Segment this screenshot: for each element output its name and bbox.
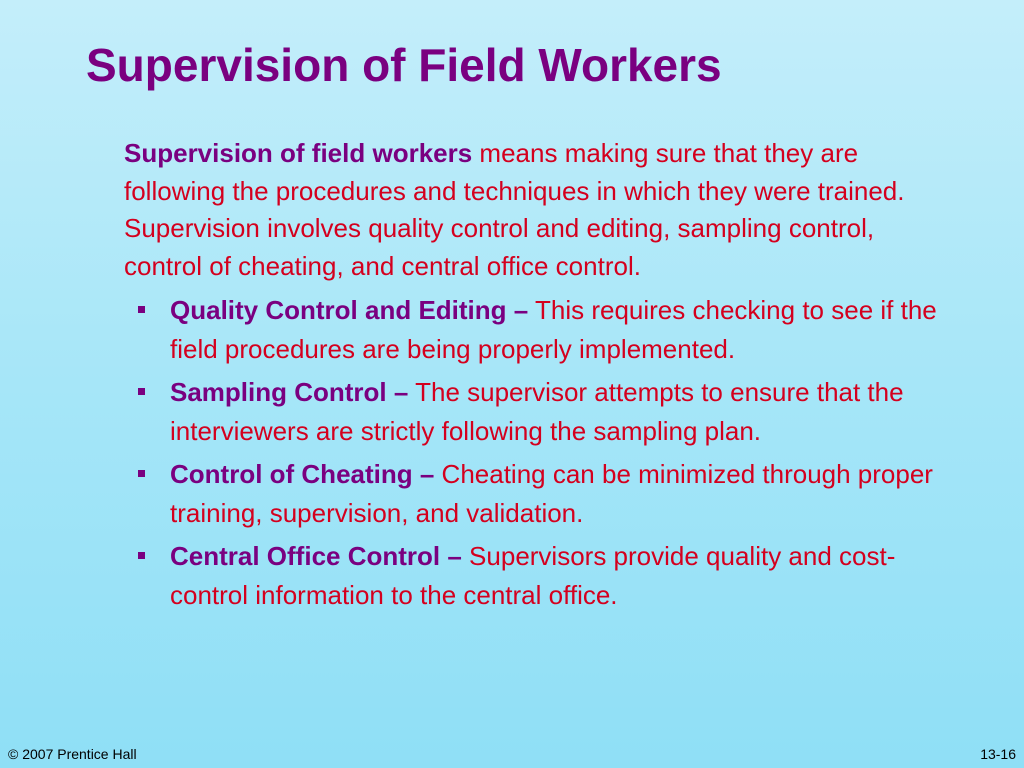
- bullet-text: Supervisors provide quality and cost-control information to the central office.: [170, 541, 896, 610]
- square-bullet-icon: [138, 388, 145, 395]
- bullet-text: Cheating can be minimized through proper training, supervision, and validation.: [170, 459, 933, 528]
- bullet-term: Control of Cheating –: [170, 459, 435, 489]
- square-bullet-icon: [138, 552, 145, 559]
- square-bullet-icon: [138, 306, 145, 313]
- bullet-item-central-office-control: [124, 537, 939, 614]
- bullet-text: The supervisor attempts to ensure that the interviewers are strictly following the sampling plan.: [170, 377, 904, 446]
- bullet-list: [124, 291, 939, 614]
- bullet-term: Sampling Control –: [170, 377, 409, 407]
- intro-paragraph: [124, 135, 939, 285]
- bullet-term: Quality Control and Editing –: [170, 295, 529, 325]
- bullet-item-control-of-cheating: [124, 455, 939, 532]
- intro-text: means making sure that they are following the procedures and techniques in which they were trained. Supervision involves quality control and editing, sampling control, control of cheating, and central office control.: [124, 138, 905, 281]
- square-bullet-icon: [138, 470, 145, 477]
- slide-title: Supervision of Field Workers: [86, 39, 722, 91]
- intro-term: Supervision of field workers: [124, 138, 473, 168]
- copyright-footer: © 2007 Prentice Hall: [8, 746, 137, 762]
- bullet-text: This requires checking to see if the field procedures are being properly implemented.: [170, 295, 937, 364]
- slide-body: [124, 135, 939, 619]
- bullet-item-sampling-control: [124, 373, 939, 450]
- bullet-item-quality-control: [124, 291, 939, 368]
- bullet-term: Central Office Control –: [170, 541, 462, 571]
- slide-number: 13-16: [980, 746, 1016, 762]
